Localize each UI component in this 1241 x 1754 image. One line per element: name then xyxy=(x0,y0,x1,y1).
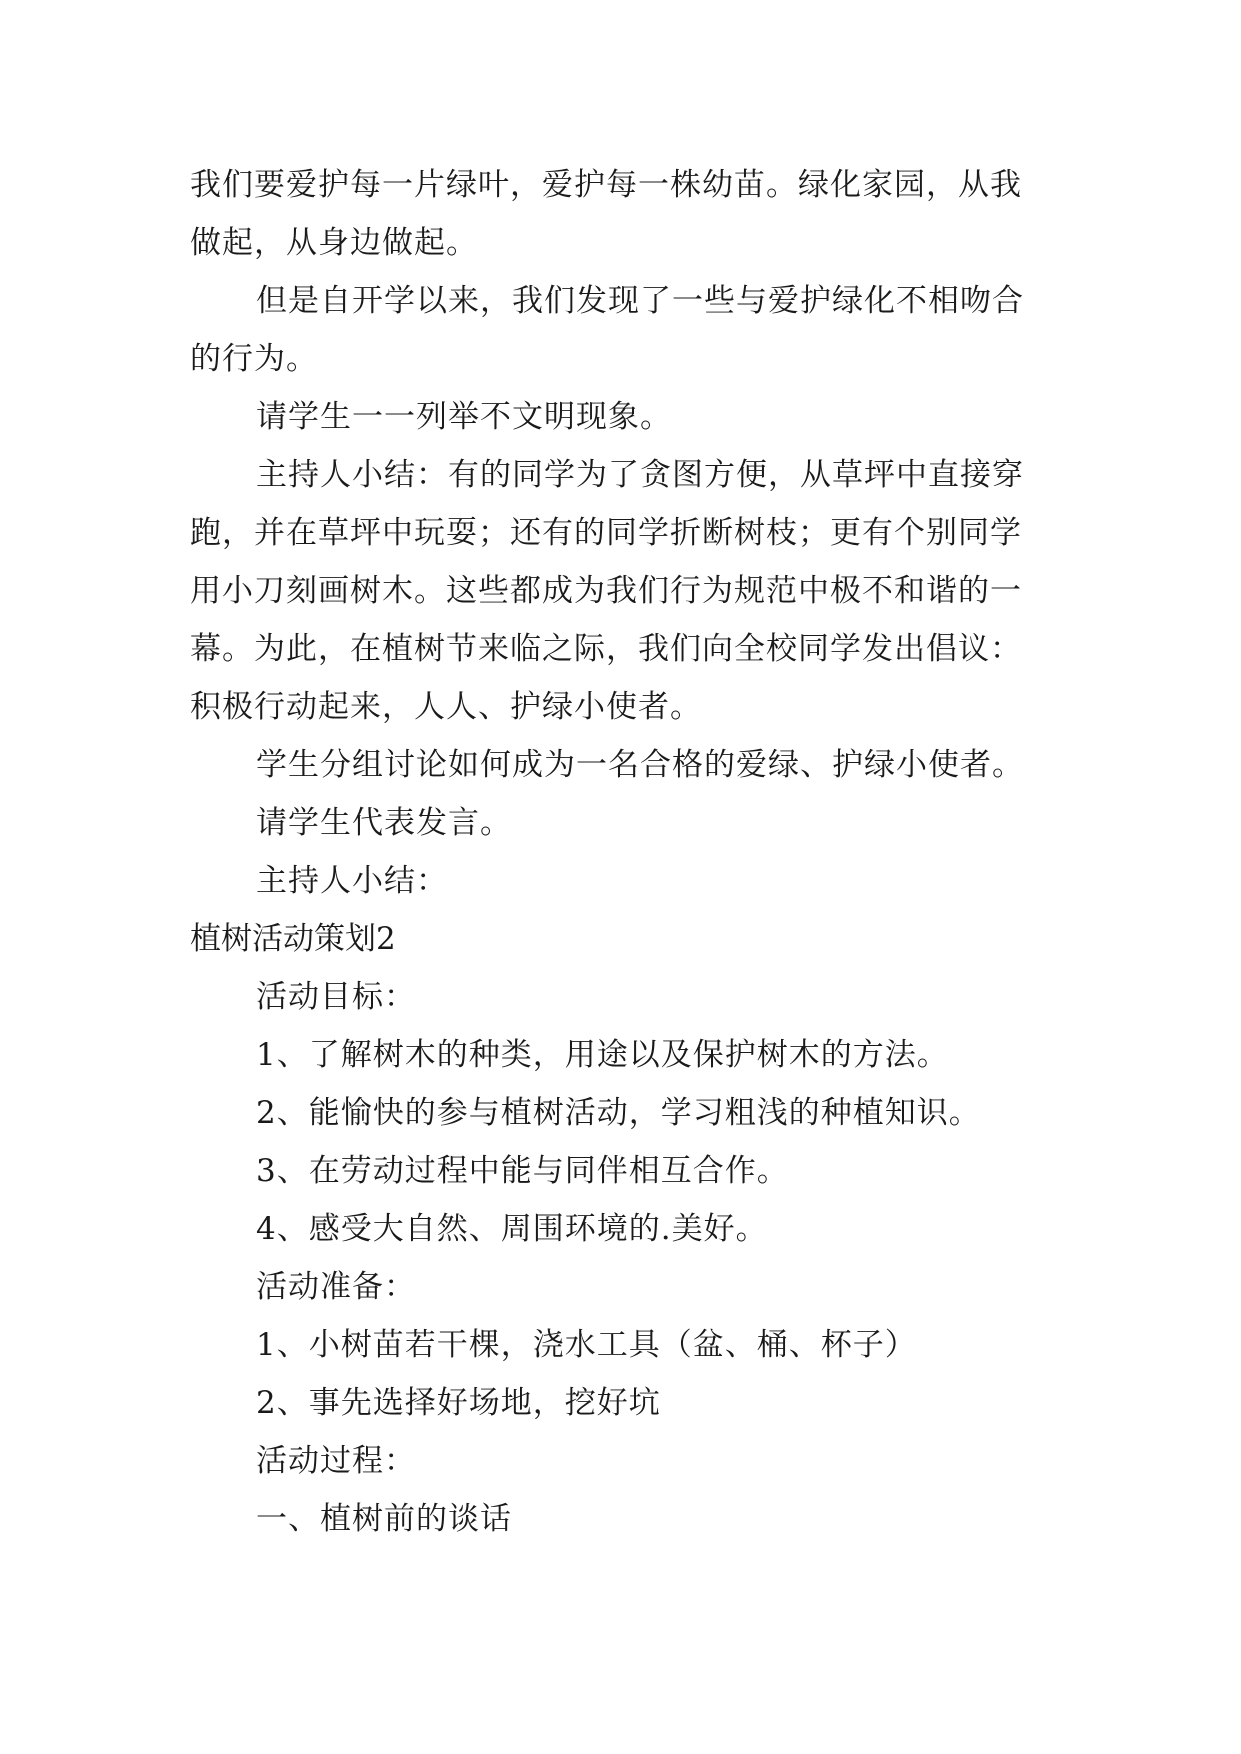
text-line: 主持人小结： xyxy=(256,863,448,899)
text-line: 活动过程： xyxy=(256,1443,416,1479)
text-line: 我们要爱护每一片绿叶，爱护每一株幼苗。绿化家园，从我 xyxy=(190,167,1022,203)
list-item: 1、了解树木的种类，用途以及保护树木的方法。 xyxy=(256,1037,949,1073)
text-line: 一、植树前的谈话 xyxy=(256,1501,512,1537)
text-line: 主持人小结：有的同学为了贪图方便，从草坪中直接穿 xyxy=(256,457,1024,493)
section-heading: 植树活动策划2 xyxy=(190,921,396,957)
list-item: 2、事先选择好场地，挖好坑 xyxy=(256,1385,661,1421)
text-line: 学生分组讨论如何成为一名合格的爱绿、护绿小使者。 xyxy=(256,747,1024,783)
text-line: 活动准备： xyxy=(256,1269,416,1305)
text-line: 请学生代表发言。 xyxy=(256,805,512,841)
text-line: 用小刀刻画树木。这些都成为我们行为规范中极不和谐的一 xyxy=(190,573,1022,609)
list-item: 2、能愉快的参与植树活动，学习粗浅的种植知识。 xyxy=(256,1095,981,1131)
text-line: 的行为。 xyxy=(190,341,318,377)
text-line: 但是自开学以来，我们发现了一些与爱护绿化不相吻合 xyxy=(256,283,1024,319)
document-body xyxy=(190,156,1060,1548)
text-line: 积极行动起来，人人、护绿小使者。 xyxy=(190,689,702,725)
text-line: 活动目标： xyxy=(256,979,416,1015)
text-line: 跑，并在草坪中玩耍；还有的同学折断树枝；更有个别同学 xyxy=(190,515,1022,551)
list-item: 4、感受大自然、周围环境的.美好。 xyxy=(256,1211,768,1247)
text-line: 做起，从身边做起。 xyxy=(190,225,478,261)
text-line: 幕。为此，在植树节来临之际，我们向全校同学发出倡议： xyxy=(190,631,1022,667)
text-line: 请学生一一列举不文明现象。 xyxy=(256,399,672,435)
list-item: 1、小树苗若干棵，浇水工具（盆、桶、杯子） xyxy=(256,1327,917,1363)
list-item: 3、在劳动过程中能与同伴相互合作。 xyxy=(256,1153,789,1189)
